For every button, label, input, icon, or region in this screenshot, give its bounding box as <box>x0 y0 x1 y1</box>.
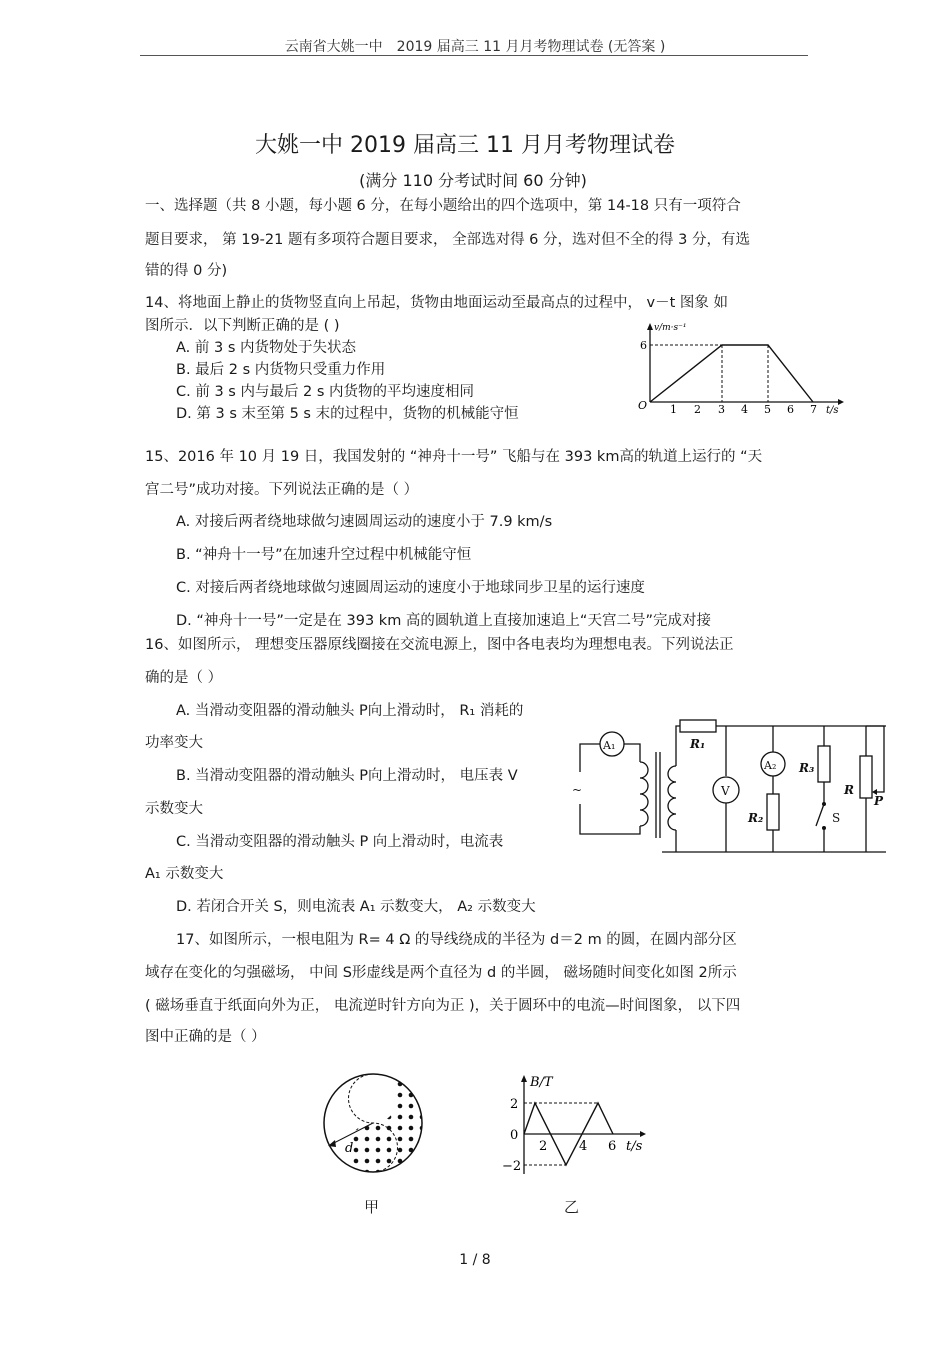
q16-option-c-line1: C. 当滑动变阻器的滑动触头 P 向上滑动时，电流表 <box>176 834 504 850</box>
q14-x-tick-6: 6 <box>787 403 794 416</box>
q16-voltmeter-label: V <box>721 784 730 798</box>
q17-stem-line4: 图中正确的是（ ） <box>145 1029 266 1045</box>
section-instructions-line1: 一、选择题（共 8 小题，每小题 6 分，在每小题给出的四个选项中，第 14-18 只有一项符合 <box>145 198 741 214</box>
q15-stem-line2: 宫二号”成功对接。下列说法正确的是（ ） <box>145 482 419 498</box>
q16-option-a-line1: A. 当滑动变阻器的滑动触头 P向上滑动时， R₁ 消耗的 <box>176 703 524 719</box>
q16-stem-line1: 16、如图所示， 理想变压器原线圈接在交流电源上，图中各电表均为理想电表。下列说法正 <box>145 637 734 653</box>
q16-ammeter-a2-label: A₂ <box>764 759 777 772</box>
q17-figure-jia-label: 甲 <box>364 1198 380 1216</box>
q17-yi-x-axis-label: t/s <box>626 1139 643 1154</box>
q16-r3-label: R₃ <box>799 761 815 775</box>
q14-x-axis-label: t/s <box>826 405 839 416</box>
q17-yi-y-axis-label: B/T <box>530 1075 553 1090</box>
q17-yi-x-tick-4: 4 <box>579 1139 588 1154</box>
q16-option-d: D. 若闭合开关 S，则电流表 A₁ 示数变大， A₂ 示数变大 <box>176 899 536 915</box>
q16-r2-label: R₂ <box>748 811 764 825</box>
q17-figure-yi-label: 乙 <box>564 1198 580 1216</box>
q17-yi-y-tick-neg2: −2 <box>502 1159 522 1174</box>
q16-p-label: P <box>874 794 884 808</box>
q14-option-b: B. 最后 2 s 内货物只受重力作用 <box>176 362 386 378</box>
section-instructions-line2: 题目要求， 第 19-21 题有多项符合题目要求， 全部选对得 6 分，选对但不全的得 3 分，有选 <box>145 232 750 248</box>
q14-x-tick-2: 2 <box>694 403 701 416</box>
q16-source-symbol: ~ <box>572 783 583 797</box>
q14-x-tick-3: 3 <box>718 403 725 416</box>
q14-option-c: C. 前 3 s 内与最后 2 s 内货物的平均速度相同 <box>176 384 475 400</box>
q14-x-tick-5: 5 <box>764 403 771 416</box>
q14-y-axis-label: v/m·s⁻¹ <box>654 323 687 333</box>
q17-figure-yi-bt-graph <box>500 1070 660 1180</box>
q17-stem-line3: ( 磁场垂直于纸面向外为正， 电流逆时针方向为正 )，关于圆环中的电流—时间图象， 以下四 <box>145 998 741 1014</box>
q15-option-b: B. “神舟十一号”在加速升空过程中机械能守恒 <box>176 547 472 563</box>
q17-yi-y-tick-0: 0 <box>510 1128 519 1143</box>
q16-switch-label: S <box>832 811 841 825</box>
q16-option-a-line2: 功率变大 <box>145 735 203 751</box>
q14-option-a: A. 前 3 s 内货物处于失状态 <box>176 340 356 356</box>
q17-yi-x-tick-2: 2 <box>539 1139 548 1154</box>
q17-yi-y-tick-2: 2 <box>510 1097 519 1112</box>
q14-vt-graph <box>630 318 850 420</box>
header-rule <box>140 55 808 56</box>
q14-x-tick-4: 4 <box>741 403 748 416</box>
q17-radius-label: d <box>345 1141 354 1156</box>
q17-stem-line2: 域存在变化的匀强磁场， 中间 S形虚线是两个直径为 d 的半圆， 磁场随时间变化如图 2所示 <box>145 965 737 981</box>
q17-stem-line1: 17、如图所示，一根电阻为 R= 4 Ω 的导线绕成的半径为 d＝2 m 的圆，在圆内部分区 <box>176 932 737 948</box>
q14-origin: O <box>638 399 648 412</box>
running-header: 云南省大姚一中 2019 届高三 11 月月考物理试卷 (无答案 ) <box>284 39 666 55</box>
exam-title: 大姚一中 2019 届高三 11 月月考物理试卷 <box>255 133 675 158</box>
q14-stem-line1: 14、将地面上静止的货物竖直向上吊起，货物由地面运动至最高点的过程中， v－t 图象 如 <box>145 295 729 311</box>
q16-circuit-diagram <box>568 712 890 864</box>
q15-option-d: D. “神舟十一号”一定是在 393 km 高的圆轨道上直接加速追上“天宫二号”完成对接 <box>176 613 711 629</box>
q14-x-tick-1: 1 <box>670 403 677 416</box>
q17-yi-x-tick-6: 6 <box>608 1139 617 1154</box>
q16-option-b-line2: 示数变大 <box>145 801 203 817</box>
q15-option-c: C. 对接后两者绕地球做匀速圆周运动的速度小于地球同步卫星的运行速度 <box>176 580 645 596</box>
section-instructions-line3: 错的得 0 分) <box>145 263 228 279</box>
q16-option-b-line1: B. 当滑动变阻器的滑动触头 P向上滑动时， 电压表 V <box>176 768 518 784</box>
q14-y-tick-6: 6 <box>640 339 647 352</box>
exam-subtitle: (满分 110 分考试时间 60 分钟) <box>359 171 587 190</box>
page-number: 1 / 8 <box>459 1252 491 1268</box>
q16-ammeter-a1-label: A₁ <box>603 739 616 752</box>
q16-r1-label: R₁ <box>690 737 706 751</box>
q14-x-tick-7: 7 <box>810 403 817 416</box>
q16-r-label: R <box>844 783 854 797</box>
q16-stem-line2: 确的是（ ） <box>145 670 223 686</box>
q14-option-d: D. 第 3 s 末至第 5 s 末的过程中，货物的机械能守恒 <box>176 406 519 422</box>
q16-option-c-line2: A₁ 示数变大 <box>145 866 224 882</box>
q15-stem-line1: 15、2016 年 10 月 19 日，我国发射的 “神舟十一号” 飞船与在 393 km高的轨道上运行的 “天 <box>145 449 763 465</box>
q14-stem-line2: 图所示．以下判断正确的是 ( ) <box>145 318 340 334</box>
q17-figure-jia <box>318 1068 428 1178</box>
q15-option-a: A. 对接后两者绕地球做匀速圆周运动的速度小于 7.9 km/s <box>176 514 553 530</box>
